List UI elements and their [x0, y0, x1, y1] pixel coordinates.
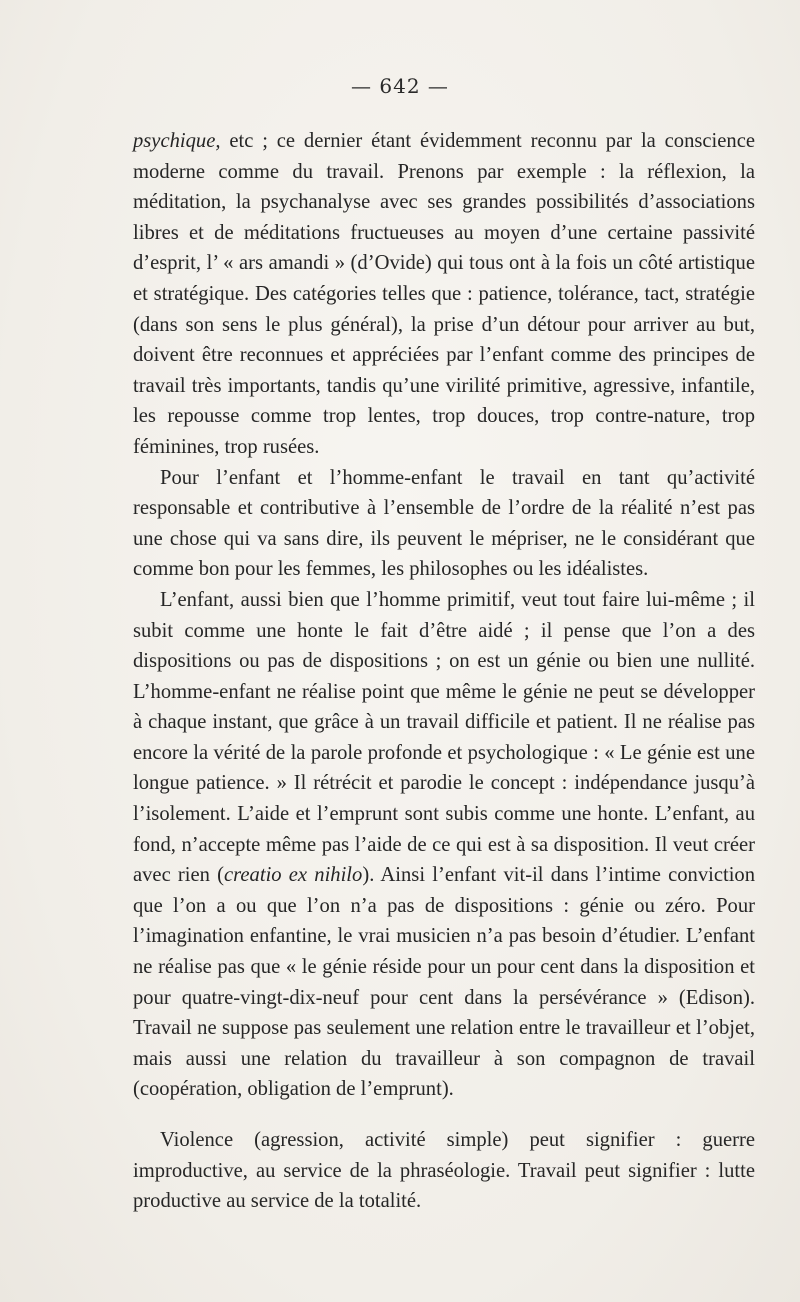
paragraph-3-text-before: L’enfant, aussi bien que l’homme primitif, veut tout faire lui-même ; il subit comme une honte le fait d’être aidé ; il pense que l’on a des dispositions ou pas de dispositions ; on est un génie ou bien une nullité. L’homme-enfant ne réalise point que même le génie ne peut se développer à chaque instant, que grâce à un travail difficile et patient. Il ne réalise pas encore la vérité de la parole profonde et psychologique : « Le génie est une longue patience. » Il rétrécit et parodie le concept : indépendance jusqu’à l’isolement. L’aide et l’emprunt sont subis comme une honte. L’enfant, au fond, n’accepte même pas l’aide de ce qui est à sa disposition. Il veut créer avec rien ( [133, 588, 755, 887]
paragraph-2: Pour l’enfant et l’homme-enfant le travail en tant qu’activité responsable et contributive à l’ensemble de l’ordre de la réalité n’est pas une chose qui va sans dire, ils peuvent le mépriser, ne le considérant que comme bon pour les femmes, les philosophes ou les idéalistes. [133, 466, 755, 581]
paragraph-3-text-after: ). Ainsi l’enfant vit-il dans l’intime conviction que l’on a ou que l’on n’a pas de dispositions : génie ou zéro. Pour l’imagination enfantine, le vrai musicien n’a pas besoin d’étudier. L’enfant ne réalise pas que « le génie réside pour un pour cent dans la disposition et pour quatre-vingt-dix-neuf pour cent dans la persévérance » (Edison). Travail ne suppose pas seulement une relation entre le travailleur et l’objet, mais aussi une relation du travailleur à son compagnon de travail (coopération, obligation de l’emprunt). [133, 864, 756, 1101]
main-text-block [133, 126, 755, 1105]
paragraph-1-italic-start: psychique, [133, 130, 221, 152]
closing-text-block [133, 1125, 755, 1217]
paragraph-3 [133, 585, 755, 1105]
paragraph-4: Violence (agression, activité simple) peut signifier : guerre improductive, au service de la phraséologie. Travail peut signifier : lutte productive au service de la totalité. [133, 1129, 755, 1213]
page-number: — 642 — [351, 74, 449, 98]
paragraph-3-latin-phrase: creatio ex nihilo [224, 864, 363, 887]
paragraph-1 [133, 126, 755, 463]
paragraph-1-text: etc ; ce dernier étant évidemment reconnu par la conscience moderne comme du travail. Prenons par exemple : la réflexion, la méditation, la psychanalyse avec ses grandes possibilités d’associations libres et de méditations fructueuses au moyen d’une certaine passivité d’esprit, l’ « ars amandi » (d’Ovide) qui tous ont à la fois un côté artistique et stratégique. Des catégories telles que : patience, tolérance, tact, stratégie (dans son sens le plus général), la prise d’un détour pour arriver au but, doivent être reconnues et appréciées par l’enfant comme des principes de travail très importants, tandis qu’une virilité primitive, agressive, infantile, les repousse comme trop lentes, trop douces, trop contre-nature, trop féminines, trop rusées. [133, 130, 755, 458]
